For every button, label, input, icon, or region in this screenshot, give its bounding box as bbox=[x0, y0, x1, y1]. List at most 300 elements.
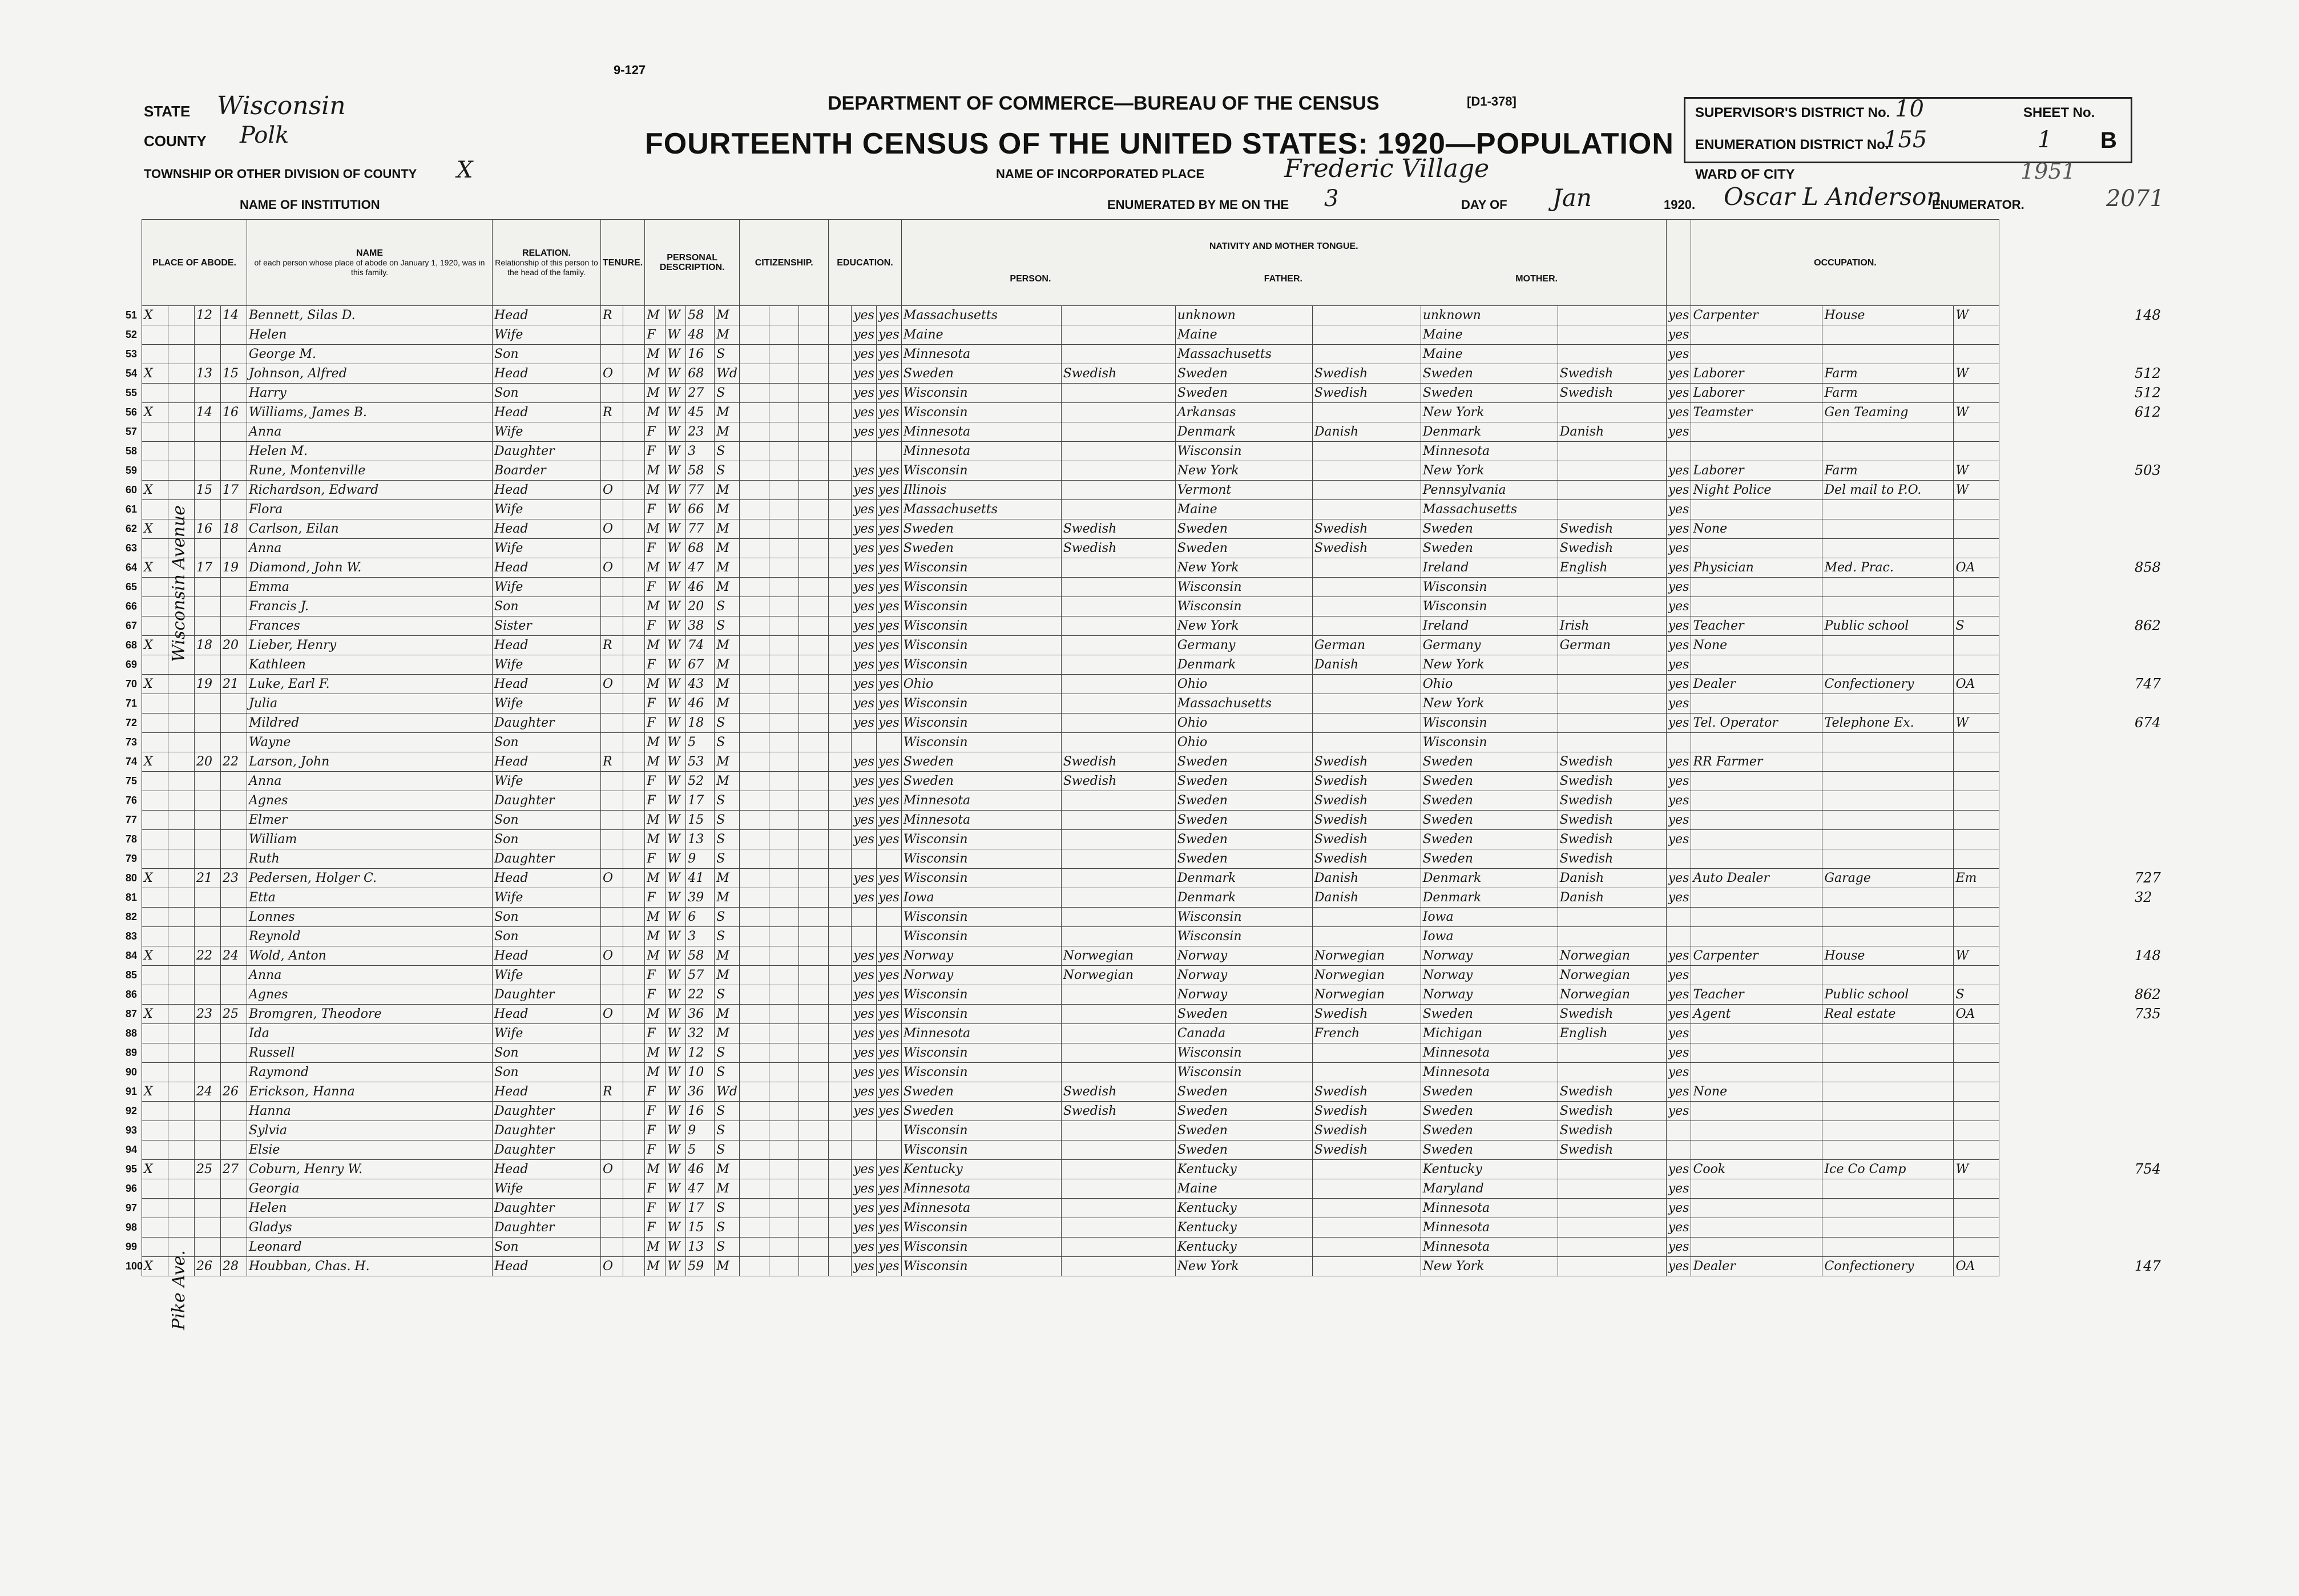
cell-age: 59 bbox=[686, 1257, 715, 1276]
cell-bp: Sweden bbox=[901, 519, 1061, 539]
cell-imm bbox=[740, 1238, 769, 1257]
cell-fbp: Wisconsin bbox=[1175, 1063, 1312, 1082]
cell-dw2 bbox=[221, 461, 247, 481]
table-row bbox=[142, 675, 1999, 694]
cell-sex: F bbox=[645, 1102, 666, 1121]
cell-free bbox=[623, 1121, 645, 1140]
cell-nat bbox=[769, 927, 799, 946]
cell-imm bbox=[740, 694, 769, 714]
cell-color: W bbox=[666, 655, 686, 675]
cell-dw: 18 bbox=[195, 636, 221, 655]
cell-own: O bbox=[601, 1160, 623, 1179]
cell-own: O bbox=[601, 364, 623, 384]
header-relation-title: RELATION. bbox=[522, 248, 571, 258]
header-person: PERSON. bbox=[1010, 274, 1051, 284]
cell-cls bbox=[1954, 345, 1999, 364]
cell-imm bbox=[740, 481, 769, 500]
cell-eng: yes bbox=[1666, 675, 1691, 694]
cell-rel: Son bbox=[493, 830, 601, 849]
cell-mtg bbox=[1558, 1179, 1666, 1199]
cell-mtg bbox=[1558, 1063, 1666, 1082]
cell-eng: yes bbox=[1666, 325, 1691, 345]
cell-mbp: Minnesota bbox=[1421, 1199, 1558, 1218]
form-code: [D1-378] bbox=[1467, 94, 1516, 108]
cell-sex: F bbox=[645, 1024, 666, 1043]
cell-nat bbox=[769, 791, 799, 811]
cell-color: W bbox=[666, 578, 686, 597]
cell-name: Williams, James B. bbox=[247, 403, 493, 422]
enumerator-value: Oscar L Anderson bbox=[1724, 183, 1942, 211]
cell-free bbox=[623, 946, 645, 966]
cell-mar: M bbox=[715, 888, 740, 908]
cell-ind bbox=[1822, 636, 1954, 655]
cell-dw2: 26 bbox=[221, 1082, 247, 1102]
cell-free bbox=[623, 403, 645, 422]
cell-free bbox=[623, 1160, 645, 1179]
cell-nat bbox=[769, 946, 799, 966]
cell-sch bbox=[829, 539, 852, 558]
cell-st bbox=[142, 772, 168, 791]
cell-free bbox=[623, 558, 645, 578]
cell-eng: yes bbox=[1666, 1238, 1691, 1257]
cell-dw: 26 bbox=[195, 1257, 221, 1276]
occupation-code: 148 bbox=[2135, 948, 2161, 964]
cell-mtg bbox=[1558, 442, 1666, 461]
occupation-code: 512 bbox=[2135, 385, 2161, 401]
cell-fbp: Sweden bbox=[1175, 752, 1312, 772]
cell-imm bbox=[740, 442, 769, 461]
cell-ind bbox=[1822, 752, 1954, 772]
cell-age: 46 bbox=[686, 694, 715, 714]
cell-mt bbox=[1061, 1160, 1175, 1179]
table-row bbox=[142, 714, 1999, 733]
cell-yrn bbox=[799, 1257, 829, 1276]
cell-yrn bbox=[799, 345, 829, 364]
cell-yrn bbox=[799, 985, 829, 1005]
cell-cls bbox=[1954, 908, 1999, 927]
cell-occ: RR Farmer bbox=[1691, 752, 1822, 772]
cell-free bbox=[623, 927, 645, 946]
cell-occ bbox=[1691, 442, 1822, 461]
cell-mt bbox=[1061, 791, 1175, 811]
table-row bbox=[142, 1082, 1999, 1102]
cell-dw: 23 bbox=[195, 1005, 221, 1024]
cell-mt bbox=[1061, 655, 1175, 675]
cell-mbp: Pennsylvania bbox=[1421, 481, 1558, 500]
cell-occ bbox=[1691, 1199, 1822, 1218]
cell-dw2 bbox=[221, 442, 247, 461]
line-number: 51 bbox=[126, 309, 138, 321]
cell-sch bbox=[829, 578, 852, 597]
cell-house bbox=[168, 1063, 195, 1082]
line-number: 59 bbox=[126, 465, 138, 476]
cell-age: 58 bbox=[686, 461, 715, 481]
cell-mt bbox=[1061, 1024, 1175, 1043]
cell-rel: Wife bbox=[493, 422, 601, 442]
cell-eng: yes bbox=[1666, 985, 1691, 1005]
cell-wr: yes bbox=[876, 1238, 901, 1257]
cell-sex: M bbox=[645, 364, 666, 384]
cell-own bbox=[601, 578, 623, 597]
cell-wr: yes bbox=[876, 1199, 901, 1218]
cell-dw bbox=[195, 849, 221, 869]
cell-mtg bbox=[1558, 1199, 1666, 1218]
cell-dw: 20 bbox=[195, 752, 221, 772]
cell-mt bbox=[1061, 714, 1175, 733]
cell-mt bbox=[1061, 1121, 1175, 1140]
cell-wr: yes bbox=[876, 675, 901, 694]
cell-ind: Med. Prac. bbox=[1822, 558, 1954, 578]
cell-mbp: Sweden bbox=[1421, 752, 1558, 772]
cell-color: W bbox=[666, 1257, 686, 1276]
cell-mar: S bbox=[715, 791, 740, 811]
cell-cls bbox=[1954, 500, 1999, 519]
cell-age: 5 bbox=[686, 733, 715, 752]
table-row bbox=[142, 519, 1999, 539]
cell-color: W bbox=[666, 733, 686, 752]
cell-own: R bbox=[601, 1082, 623, 1102]
cell-sch bbox=[829, 1218, 852, 1238]
cell-cls: OA bbox=[1954, 558, 1999, 578]
cell-fbp: Sweden bbox=[1175, 1102, 1312, 1121]
header-relation-desc: Relationship of this person to the head of the family. bbox=[495, 257, 598, 277]
cell-eng: yes bbox=[1666, 811, 1691, 830]
cell-wr: yes bbox=[876, 946, 901, 966]
cell-rel: Wife bbox=[493, 1179, 601, 1199]
cell-ft: Danish bbox=[1312, 888, 1421, 908]
cell-cls bbox=[1954, 442, 1999, 461]
cell-mtg: Swedish bbox=[1558, 752, 1666, 772]
cell-rd: yes bbox=[852, 1218, 877, 1238]
table-row bbox=[142, 908, 1999, 927]
cell-free bbox=[623, 1005, 645, 1024]
cell-age: 12 bbox=[686, 1043, 715, 1063]
cell-mt: Norwegian bbox=[1061, 966, 1175, 985]
cell-rel: Wife bbox=[493, 694, 601, 714]
sheet-side: B bbox=[2100, 128, 2117, 153]
cell-imm bbox=[740, 384, 769, 403]
cell-occ: Auto Dealer bbox=[1691, 869, 1822, 888]
cell-imm bbox=[740, 325, 769, 345]
cell-free bbox=[623, 616, 645, 636]
line-number: 61 bbox=[126, 503, 138, 515]
table-row bbox=[142, 345, 1999, 364]
cell-dw2 bbox=[221, 1102, 247, 1121]
cell-dw2 bbox=[221, 1063, 247, 1082]
cell-dw bbox=[195, 616, 221, 636]
cell-rd bbox=[852, 442, 877, 461]
cell-st bbox=[142, 1140, 168, 1160]
cell-yrn bbox=[799, 869, 829, 888]
cell-dw bbox=[195, 578, 221, 597]
cell-cls bbox=[1954, 849, 1999, 869]
cell-mbp: Sweden bbox=[1421, 1140, 1558, 1160]
cell-st: X bbox=[142, 946, 168, 966]
cell-yrn bbox=[799, 422, 829, 442]
cell-dw bbox=[195, 811, 221, 830]
header-name-title: NAME bbox=[356, 248, 384, 258]
cell-own: O bbox=[601, 519, 623, 539]
cell-free bbox=[623, 849, 645, 869]
cell-house bbox=[168, 1218, 195, 1238]
cell-mt bbox=[1061, 500, 1175, 519]
line-number: 90 bbox=[126, 1066, 138, 1078]
cell-house bbox=[168, 946, 195, 966]
cell-color: W bbox=[666, 539, 686, 558]
line-number: 94 bbox=[126, 1144, 138, 1155]
cell-ind: Public school bbox=[1822, 616, 1954, 636]
cell-mtg bbox=[1558, 306, 1666, 325]
header-personal: PERSONAL DESCRIPTION. bbox=[645, 220, 740, 306]
cell-dw bbox=[195, 908, 221, 927]
cell-wr: yes bbox=[876, 1082, 901, 1102]
cell-occ bbox=[1691, 888, 1822, 908]
cell-cls: S bbox=[1954, 985, 1999, 1005]
cell-age: 41 bbox=[686, 869, 715, 888]
cell-rel: Head bbox=[493, 558, 601, 578]
table-row bbox=[142, 1199, 1999, 1218]
cell-rd: yes bbox=[852, 1199, 877, 1218]
cell-rd: yes bbox=[852, 539, 877, 558]
cell-mtg: Swedish bbox=[1558, 519, 1666, 539]
cell-name: Wayne bbox=[247, 733, 493, 752]
cell-bp: Norway bbox=[901, 966, 1061, 985]
cell-wr bbox=[876, 927, 901, 946]
cell-fbp: Sweden bbox=[1175, 791, 1312, 811]
cell-color: W bbox=[666, 830, 686, 849]
cell-mar: M bbox=[715, 1160, 740, 1179]
cell-mtg: Danish bbox=[1558, 869, 1666, 888]
cell-rel: Head bbox=[493, 675, 601, 694]
cell-mtg bbox=[1558, 325, 1666, 345]
cell-yrn bbox=[799, 403, 829, 422]
cell-occ: Carpenter bbox=[1691, 946, 1822, 966]
cell-mar: M bbox=[715, 578, 740, 597]
cell-yrn bbox=[799, 694, 829, 714]
cell-sch bbox=[829, 1121, 852, 1140]
cell-dw2 bbox=[221, 1218, 247, 1238]
cell-nat bbox=[769, 597, 799, 616]
table-row bbox=[142, 422, 1999, 442]
cell-cls: W bbox=[1954, 481, 1999, 500]
cell-rd: yes bbox=[852, 1082, 877, 1102]
cell-cls: Em bbox=[1954, 869, 1999, 888]
cell-eng: yes bbox=[1666, 752, 1691, 772]
cell-own: R bbox=[601, 306, 623, 325]
cell-occ bbox=[1691, 539, 1822, 558]
cell-mar: M bbox=[715, 1179, 740, 1199]
cell-occ bbox=[1691, 772, 1822, 791]
cell-dw2: 23 bbox=[221, 869, 247, 888]
cell-own bbox=[601, 539, 623, 558]
cell-mar: M bbox=[715, 772, 740, 791]
cell-name: Georgia bbox=[247, 1179, 493, 1199]
cell-mar: M bbox=[715, 422, 740, 442]
cell-dw2 bbox=[221, 500, 247, 519]
cell-cls bbox=[1954, 966, 1999, 985]
cell-bp: Wisconsin bbox=[901, 558, 1061, 578]
cell-cls bbox=[1954, 519, 1999, 539]
cell-sch bbox=[829, 1024, 852, 1043]
cell-imm bbox=[740, 1063, 769, 1082]
table-row bbox=[142, 869, 1999, 888]
cell-fbp: Denmark bbox=[1175, 869, 1312, 888]
cell-eng bbox=[1666, 849, 1691, 869]
cell-sex: M bbox=[645, 1043, 666, 1063]
cell-fbp: Massachusetts bbox=[1175, 345, 1312, 364]
cell-name: Lonnes bbox=[247, 908, 493, 927]
cell-ind bbox=[1822, 578, 1954, 597]
table-row bbox=[142, 539, 1999, 558]
cell-mtg: German bbox=[1558, 636, 1666, 655]
cell-wr: yes bbox=[876, 1043, 901, 1063]
cell-sch bbox=[829, 442, 852, 461]
cell-dw2 bbox=[221, 325, 247, 345]
occupation-code: 862 bbox=[2135, 618, 2161, 634]
cell-yrn bbox=[799, 752, 829, 772]
cell-rel: Head bbox=[493, 1082, 601, 1102]
cell-own bbox=[601, 966, 623, 985]
cell-rd: yes bbox=[852, 1024, 877, 1043]
cell-own bbox=[601, 500, 623, 519]
cell-mtg: Swedish bbox=[1558, 811, 1666, 830]
cell-mar: S bbox=[715, 985, 740, 1005]
cell-nat bbox=[769, 636, 799, 655]
line-number: 74 bbox=[126, 756, 138, 767]
cell-st bbox=[142, 927, 168, 946]
cell-mbp: Minnesota bbox=[1421, 1063, 1558, 1082]
cell-rel: Son bbox=[493, 345, 601, 364]
cell-sex: F bbox=[645, 578, 666, 597]
cell-yrn bbox=[799, 1005, 829, 1024]
cell-mt bbox=[1061, 578, 1175, 597]
cell-fbp: New York bbox=[1175, 461, 1312, 481]
cell-mar: M bbox=[715, 655, 740, 675]
cell-dw2 bbox=[221, 1140, 247, 1160]
cell-age: 48 bbox=[686, 325, 715, 345]
cell-mbp: Denmark bbox=[1421, 888, 1558, 908]
cell-imm bbox=[740, 461, 769, 481]
cell-st bbox=[142, 791, 168, 811]
cell-nat bbox=[769, 384, 799, 403]
table-row bbox=[142, 578, 1999, 597]
cell-dw bbox=[195, 1024, 221, 1043]
cell-rd: yes bbox=[852, 655, 877, 675]
occupation-code: 754 bbox=[2135, 1161, 2161, 1177]
cell-imm bbox=[740, 1102, 769, 1121]
cell-dw2 bbox=[221, 733, 247, 752]
cell-dw bbox=[195, 325, 221, 345]
cell-age: 27 bbox=[686, 384, 715, 403]
cell-mtg: Swedish bbox=[1558, 1121, 1666, 1140]
cell-dw2 bbox=[221, 908, 247, 927]
cell-occ: Carpenter bbox=[1691, 306, 1822, 325]
cell-st bbox=[142, 888, 168, 908]
cell-ind bbox=[1822, 811, 1954, 830]
cell-house bbox=[168, 675, 195, 694]
cell-color: W bbox=[666, 597, 686, 616]
cell-wr: yes bbox=[876, 500, 901, 519]
cell-name: Francis J. bbox=[247, 597, 493, 616]
cell-rel: Wife bbox=[493, 1024, 601, 1043]
cell-sch bbox=[829, 1063, 852, 1082]
cell-mtg: Swedish bbox=[1558, 364, 1666, 384]
table-row bbox=[142, 403, 1999, 422]
cell-dw2 bbox=[221, 772, 247, 791]
cell-free bbox=[623, 384, 645, 403]
cell-ind bbox=[1822, 442, 1954, 461]
county-value: Polk bbox=[240, 122, 289, 148]
cell-bp: Wisconsin bbox=[901, 694, 1061, 714]
header-education: EDUCATION. bbox=[829, 220, 902, 306]
cell-cls bbox=[1954, 1179, 1999, 1199]
cell-imm bbox=[740, 1140, 769, 1160]
cell-wr: yes bbox=[876, 752, 901, 772]
cell-bp: Sweden bbox=[901, 772, 1061, 791]
cell-ind bbox=[1822, 1121, 1954, 1140]
cell-yrn bbox=[799, 500, 829, 519]
cell-house bbox=[168, 869, 195, 888]
cell-house bbox=[168, 364, 195, 384]
cell-wr: yes bbox=[876, 1179, 901, 1199]
cell-bp: Wisconsin bbox=[901, 1063, 1061, 1082]
cell-yrn bbox=[799, 830, 829, 849]
cell-rel: Daughter bbox=[493, 1121, 601, 1140]
cell-sex: M bbox=[645, 461, 666, 481]
cell-dw bbox=[195, 733, 221, 752]
cell-mtg: Swedish bbox=[1558, 1082, 1666, 1102]
cell-free bbox=[623, 791, 645, 811]
cell-name: Helen bbox=[247, 1199, 493, 1218]
cell-name: Anna bbox=[247, 422, 493, 442]
cell-bp: Minnesota bbox=[901, 811, 1061, 830]
cell-nat bbox=[769, 966, 799, 985]
cell-mt: Swedish bbox=[1061, 1082, 1175, 1102]
cell-bp: Wisconsin bbox=[901, 908, 1061, 927]
header-english bbox=[1666, 220, 1691, 306]
cell-ft bbox=[1312, 558, 1421, 578]
cell-mbp: Iowa bbox=[1421, 927, 1558, 946]
cell-mtg bbox=[1558, 500, 1666, 519]
cell-mt bbox=[1061, 403, 1175, 422]
cell-ind: Garage bbox=[1822, 869, 1954, 888]
cell-own: O bbox=[601, 675, 623, 694]
cell-ft bbox=[1312, 325, 1421, 345]
cell-rd: yes bbox=[852, 364, 877, 384]
table-row bbox=[142, 500, 1999, 519]
cell-nat bbox=[769, 1199, 799, 1218]
cell-nat bbox=[769, 1005, 799, 1024]
cell-house bbox=[168, 1043, 195, 1063]
cell-age: 67 bbox=[686, 655, 715, 675]
cell-ft bbox=[1312, 1218, 1421, 1238]
cell-cls bbox=[1954, 1199, 1999, 1218]
cell-cls bbox=[1954, 1063, 1999, 1082]
column-header-row bbox=[142, 220, 1999, 306]
cell-mt bbox=[1061, 811, 1175, 830]
cell-rd: yes bbox=[852, 1043, 877, 1063]
cell-st bbox=[142, 714, 168, 733]
cell-rel: Head bbox=[493, 306, 601, 325]
cell-name: Julia bbox=[247, 694, 493, 714]
township-label: TOWNSHIP OR OTHER DIVISION OF COUNTY bbox=[144, 167, 417, 181]
cell-sch bbox=[829, 694, 852, 714]
cell-own bbox=[601, 694, 623, 714]
cell-wr: yes bbox=[876, 306, 901, 325]
cell-st: X bbox=[142, 481, 168, 500]
cell-color: W bbox=[666, 1043, 686, 1063]
cell-sch bbox=[829, 422, 852, 442]
